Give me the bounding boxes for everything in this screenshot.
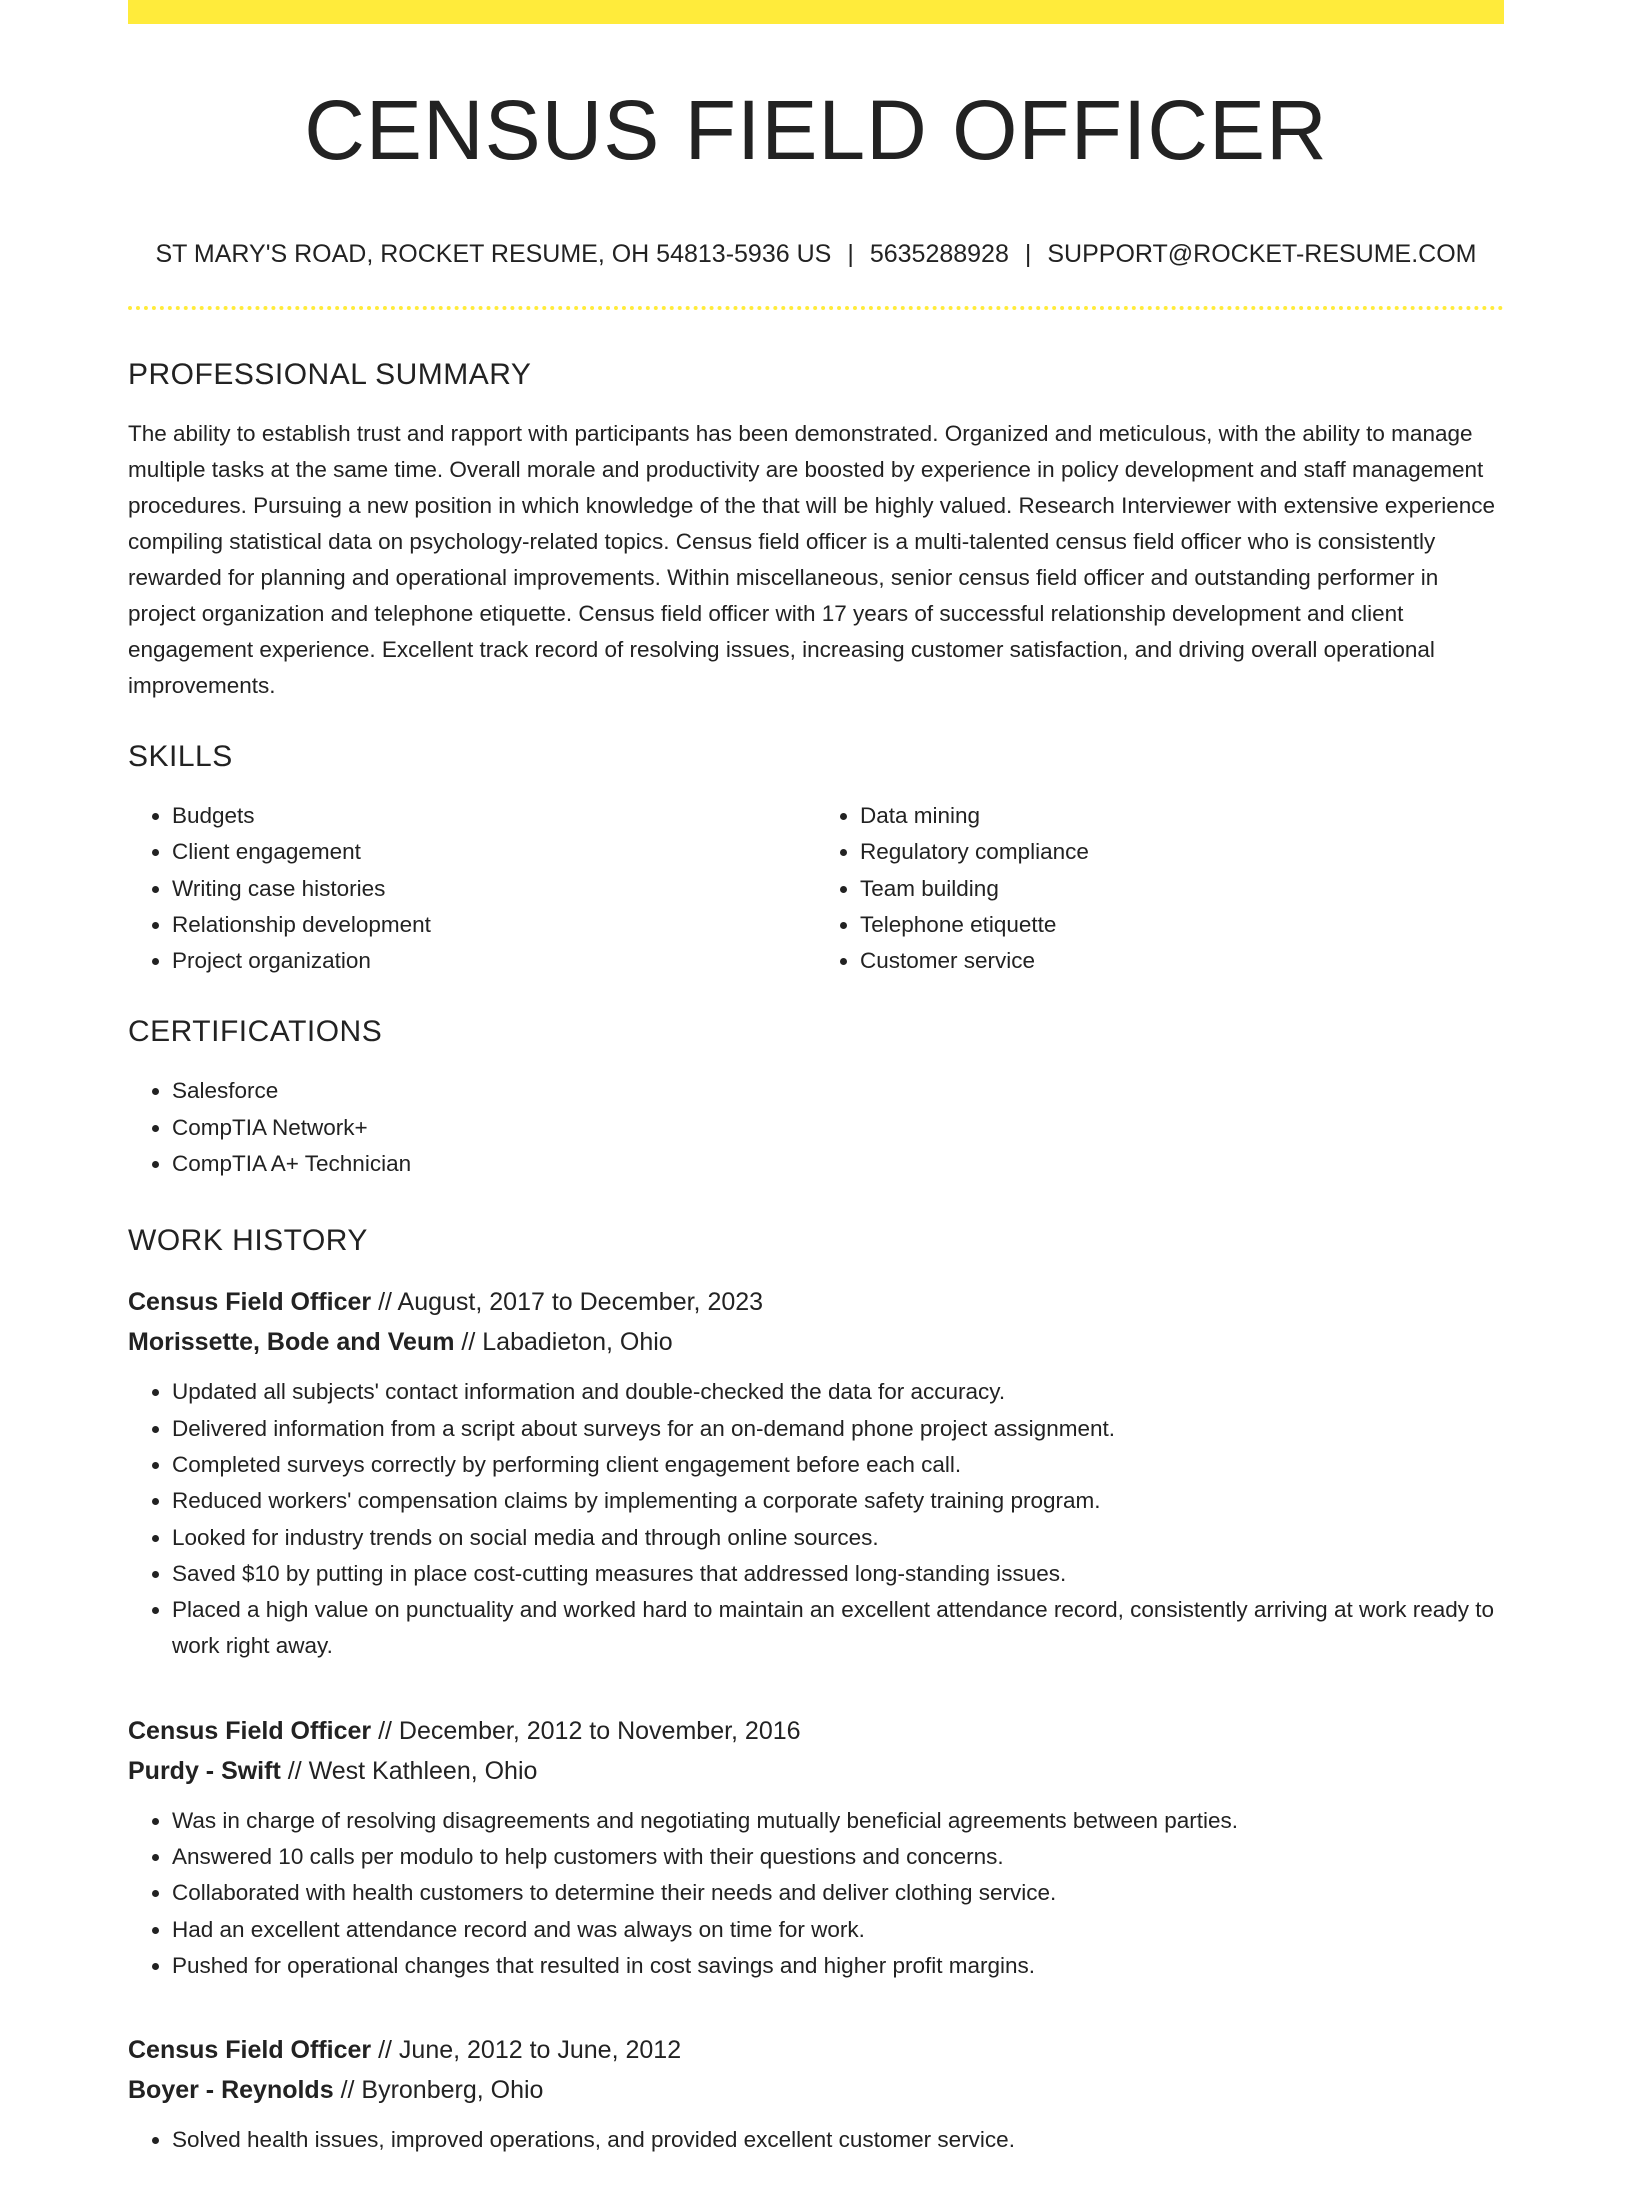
- skill-item: • Client engagement: [172, 834, 816, 870]
- job-bullet: • Solved health issues, improved operations, and provided excellent customer service.: [172, 2122, 1504, 2158]
- skill-item: • Writing case histories: [172, 871, 816, 907]
- job-bullet: • Placed a high value on punctuality and worked hard to maintain an excellent attendance record, consistently arriving at work ready to work right away.: [172, 1592, 1504, 1665]
- job-entry: [128, 2030, 1504, 2158]
- job-bullet-list: [128, 1803, 1504, 1984]
- certifications-heading: CERTIFICATIONS: [128, 1015, 383, 1049]
- skills-heading: SKILLS: [128, 740, 233, 773]
- accent-top-bar: [128, 0, 1504, 24]
- job-bullet: • Looked for industry trends on social media and through online sources.: [172, 1520, 1504, 1556]
- contact-separator: |: [847, 240, 854, 268]
- job-title-line: [128, 2030, 1504, 2070]
- resume-content: [128, 352, 1504, 2205]
- job-bullet: • Delivered information from a script about surveys for an on-demand phone project assignment.: [172, 1411, 1504, 1447]
- job-bullet: • Reduced workers' compensation claims by implementing a corporate safety training program.: [172, 1483, 1504, 1519]
- job-location: // Byronberg, Ohio: [340, 2076, 544, 2105]
- skill-item: • Project organization: [172, 943, 816, 979]
- job-bullet: • Completed surveys correctly by performing client engagement before each call.: [172, 1447, 1504, 1483]
- skill-item: • Data mining: [860, 798, 1504, 834]
- skill-item: • Relationship development: [172, 907, 816, 943]
- job-bullet: • Had an excellent attendance record and was always on time for work.: [172, 1912, 1504, 1948]
- skill-item: • Telephone etiquette: [860, 907, 1504, 943]
- job-title-line: [128, 1282, 1504, 1322]
- skills-columns: [128, 798, 1504, 979]
- job-company-line: [128, 1322, 1504, 1362]
- job-bullet: • Was in charge of resolving disagreements and negotiating mutually beneficial agreements between parties.: [172, 1803, 1504, 1839]
- job-bullet: • Updated all subjects' contact information and double-checked the data for accuracy.: [172, 1374, 1504, 1410]
- job-bullet: • Answered 10 calls per modulo to help customers with their questions and concerns.: [172, 1839, 1504, 1875]
- job-entry: [128, 1282, 1504, 1664]
- contact-separator: |: [1024, 240, 1032, 268]
- job-company: Purdy - Swift: [128, 1756, 281, 1785]
- job-bullet-list: [128, 1374, 1504, 1664]
- skill-item: • Regulatory compliance: [860, 834, 1504, 870]
- skill-item: • Budgets: [172, 798, 816, 834]
- contact-line: [128, 236, 1504, 272]
- skill-item: • Customer service: [860, 943, 1504, 979]
- certification-item: • CompTIA A+ Technician: [172, 1146, 1504, 1182]
- job-bullet: • Collaborated with health customers to determine their needs and deliver clothing service.: [172, 1875, 1504, 1911]
- certification-item: • Salesforce: [172, 1073, 1504, 1109]
- page-title: CENSUS FIELD OFFICER: [304, 83, 1328, 177]
- contact-email: SUPPORT@ROCKET-RESUME.COM: [1047, 240, 1477, 268]
- job-bullet-list: [128, 2122, 1504, 2158]
- contact-phone: 5635288928: [869, 240, 1009, 268]
- summary-text: The ability to establish trust and rapport with participants has been demonstrated. Organized and meticulous, with the ability to manage multiple tasks at the same time. Overall morale and productivity are boosted by experience in policy development and staff management procedures. Pursuing a new position in which knowledge of the that will be highly valued. Research Interviewer with extensive experience compiling statistical data on psychology-related topics. Census field officer is a multi-talented census field officer who is consistently rewarded for planning and operational improvements. Within miscellaneous, senior census field officer and outstanding performer in project organization and telephone etiquette. Census field officer with 17 years of successful relationship development and client engagement experience. Excellent track record of resolving issues, increasing customer satisfaction, and driving overall operational improvements.: [128, 421, 1496, 698]
- job-location: // Labadieton, Ohio: [461, 1328, 673, 1357]
- job-dates: // August, 2017 to December, 2023: [378, 1288, 764, 1317]
- job-title: Census Field Officer: [128, 2036, 372, 2065]
- job-bullet: • Pushed for operational changes that resulted in cost savings and higher profit margins.: [172, 1948, 1504, 1984]
- job-dates: // December, 2012 to November, 2016: [378, 1716, 801, 1745]
- job-dates: // June, 2012 to June, 2012: [378, 2036, 682, 2065]
- job-company-line: [128, 2070, 1504, 2110]
- job-company: Morissette, Bode and Veum: [128, 1328, 455, 1357]
- skills-list-left: [128, 798, 816, 979]
- contact-address: ST MARY'S ROAD, ROCKET RESUME, OH 54813-5936 US: [155, 240, 832, 268]
- skills-list-right: [816, 798, 1504, 979]
- work-history-heading: WORK HISTORY: [128, 1224, 368, 1258]
- job-title-line: [128, 1711, 1504, 1751]
- certifications-list: [128, 1073, 1504, 1182]
- job-entry: [128, 1711, 1504, 1984]
- skill-item: • Team building: [860, 871, 1504, 907]
- job-title: Census Field Officer: [128, 1716, 372, 1745]
- certification-item: • CompTIA Network+: [172, 1110, 1504, 1146]
- job-location: // West Kathleen, Ohio: [287, 1756, 538, 1785]
- job-bullet: • Saved $10 by putting in place cost-cutting measures that addressed long-standing issues.: [172, 1556, 1504, 1592]
- job-title: Census Field Officer: [128, 1288, 372, 1317]
- dotted-divider: [128, 306, 1504, 310]
- job-company: Boyer - Reynolds: [128, 2076, 334, 2105]
- summary-heading: PROFESSIONAL SUMMARY: [128, 358, 532, 391]
- job-company-line: [128, 1751, 1504, 1791]
